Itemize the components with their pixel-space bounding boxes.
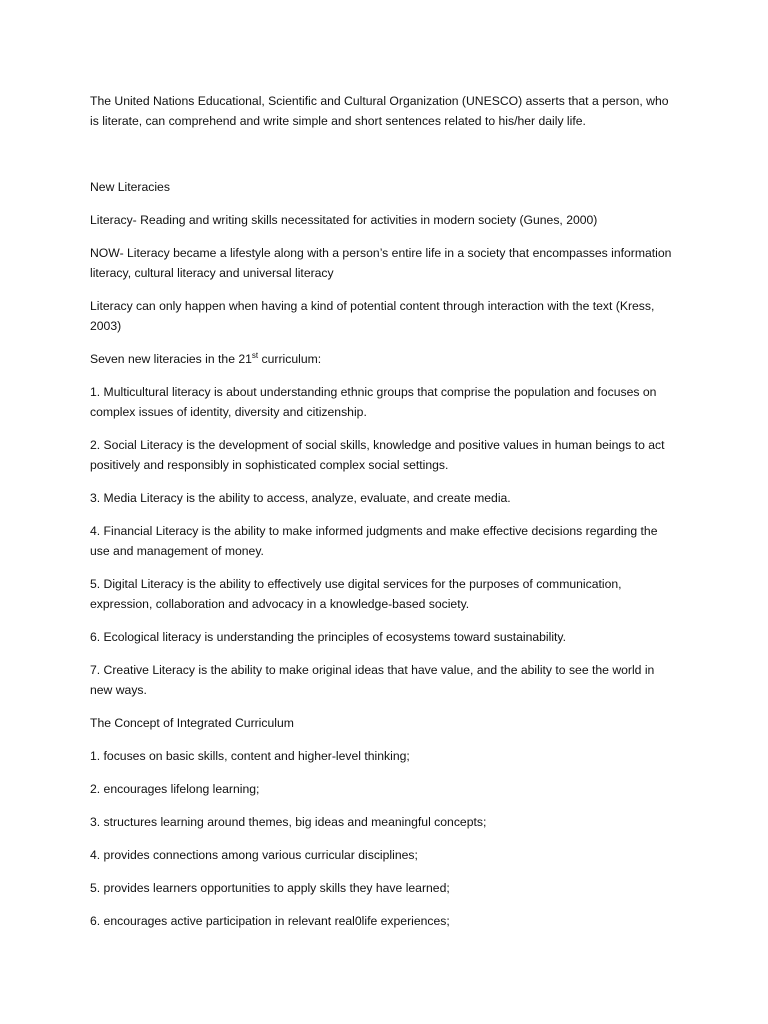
document-body [90, 91, 680, 944]
ordinal-superscript: st [251, 350, 259, 360]
definition-paragraph: Literacy- Reading and writing skills necessitated for activities in modern society (Gunes, 2000) [90, 213, 598, 227]
seven-heading-text: Seven new literacies in the 21 [90, 352, 252, 366]
now-paragraph: NOW- Literacy became a lifestyle along with a person’s entire life in a society that encompasses information literacy, cultural literacy and universal literacy [90, 246, 672, 280]
kress-paragraph: Literacy can only happen when having a kind of potential content through interaction with the text (Kress, 2003) [90, 299, 655, 333]
paragraph-gap [90, 144, 680, 177]
concept-item: 5. provides learners opportunities to apply skills they have learned; [90, 881, 450, 895]
literacy-item: 2. Social Literacy is the development of social skills, knowledge and positive values in human beings to act positively and responsibly in sophisticated complex social settings. [90, 438, 665, 472]
concept-item: 4. provides connections among various curricular disciplines; [90, 848, 418, 862]
concept-item: 3. structures learning around themes, big ideas and meaningful concepts; [90, 815, 487, 829]
literacy-item: 1. Multicultural literacy is about understanding ethnic groups that comprise the population and focuses on complex issues of identity, diversity and citizenship. [90, 385, 657, 419]
literacy-item: 5. Digital Literacy is the ability to effectively use digital services for the purposes of communication, expression, collaboration and advocacy in a knowledge-based society. [90, 577, 622, 611]
literacy-item: 6. Ecological literacy is understanding the principles of ecosystems toward sustainability. [90, 630, 566, 644]
concept-item: 2. encourages lifelong learning; [90, 782, 260, 796]
literacy-item: 7. Creative Literacy is the ability to make original ideas that have value, and the ability to see the world in new ways. [90, 663, 655, 697]
seven-heading-suffix: curriculum: [258, 352, 322, 366]
concept-item: 1. focuses on basic skills, content and higher-level thinking; [90, 749, 410, 763]
concept-item: 6. encourages active participation in relevant real0life experiences; [90, 914, 450, 928]
section-heading-new-literacies: New Literacies [90, 180, 170, 194]
intro-paragraph: The United Nations Educational, Scientific and Cultural Organization (UNESCO) asserts that a person, who is literate, can comprehend and write simple and short sentences related to his/her daily life. [90, 94, 669, 128]
concept-heading: The Concept of Integrated Curriculum [90, 716, 294, 730]
literacy-item: 3. Media Literacy is the ability to access, analyze, evaluate, and create media. [90, 491, 511, 505]
literacy-item: 4. Financial Literacy is the ability to make informed judgments and make effective decisions regarding the use and management of money. [90, 524, 658, 558]
seven-literacies-heading [90, 349, 680, 369]
